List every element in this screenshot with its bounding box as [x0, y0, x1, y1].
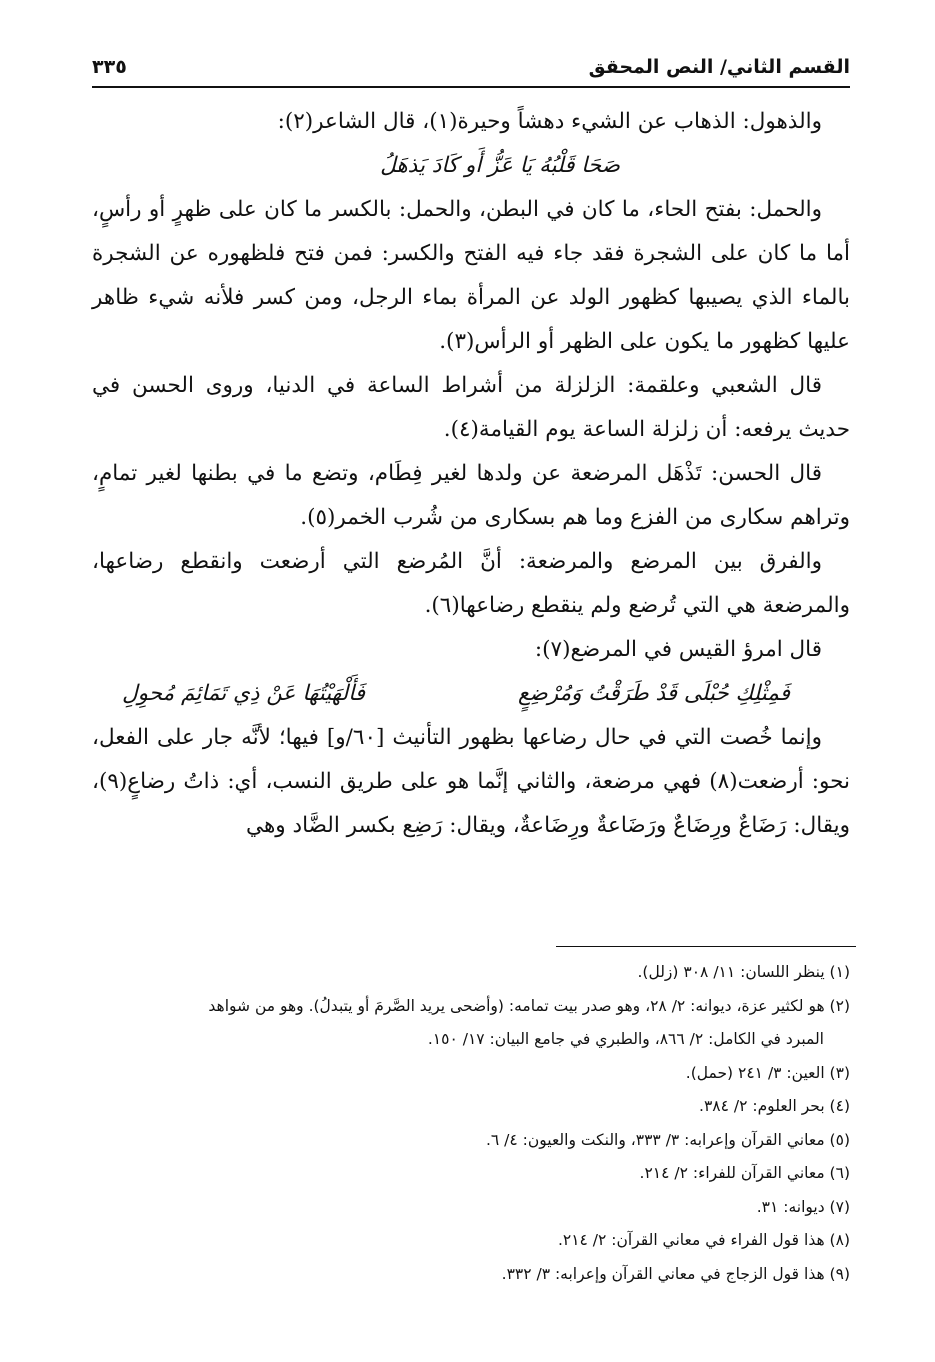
footnote-2-continued: المبرد في الكامل: ٢/ ٨٦٦، والطبري في جامع البيان: ١٧/ ١٥٠. [427, 1030, 824, 1048]
footnote-3: (٣) العين: ٣/ ٢٤١ (حمل). [685, 1063, 850, 1082]
verse-line-2 [92, 672, 850, 716]
footnotes [92, 956, 850, 1291]
page-header [92, 50, 850, 84]
footnote-4: (٤) بحر العلوم: ٢/ ٣٨٤. [699, 1097, 850, 1115]
verse-line-1: صَحَا قَلْبُهُ يَا عَزُّ أَو كَادَ يَذهَلُ [380, 153, 620, 178]
paragraph-haml: والحمل: بفتح الحاء، ما كان في البطن، والحمل: بالكسر ما كان على ظهرٍ أو رأسٍ، أما ما كان على الشجرة فقد جاء فيه الفتح والكسر: فمن فتح فلظهوره عن الشجرة بالماء الذي يصيبها كظهور الولد عن المرأة بماء الرجل، ومن كسر فلأنه شيء ظاهر عليها كظهور ما يكون على الظهر أو الرأس(٣). [92, 197, 850, 354]
footnote-9: (٩) هذا قول الزجاج في معاني القرآن وإعرابه: ٣/ ٣٣٢. [501, 1264, 850, 1283]
paragraph-dhuhul: والذهول: الذهاب عن الشيء دهشاً وحيرة(١)، قال الشاعر(٢): [277, 109, 822, 134]
paragraph-tanith: وإنما خُصت التي في حال رضاعها بظهور التأنيث [٦٠/و] فيها؛ لأنَّه جار على الفعل، نحو: أرضعت(٨) فهي مرضعة، والثاني إنَّما هو على طريق النسب، أي: ذاتُ رضاعٍ(٩)، ويقال: رَضَاعٌ ورِضَاعٌ ورَضَاعةٌ ورِضَاعةٌ، ويقال: رَضِع بكسر الضَّاد وهي [92, 725, 851, 838]
header-rule [92, 86, 850, 88]
paragraph-zalzala: قال الشعبي وعلقمة: الزلزلة من أشراط الساعة في الدنيا، وروى الحسن في حديث يرفعه: أن زلزلة الساعة يوم القيامة(٤). [92, 373, 850, 442]
paragraph-hasan: قال الحسن: تَذْهَل المرضعة عن ولدها لغير فِطَام، وتضع ما في بطنها لغير تمامٍ، وتراهم سكارى من الفزع وما هم بسكارى من شُرب الخمر(٥). [92, 461, 850, 530]
footnote-5: (٥) معاني القرآن وإعرابه: ٣/ ٣٣٣، والنكت والعيون: ٤/ ٦. [485, 1130, 850, 1149]
verse-hemistich-first: فَمِثْلِكِ حُبْلَى قَدْ طَرَقْتُ وَمُرْضِعٍ [518, 681, 790, 706]
footnote-7: (٧) ديوانه: ٣١. [756, 1197, 850, 1216]
footnote-8: (٨) هذا قول الفراء في معاني القرآن: ٢/ ٢١٤. [557, 1231, 850, 1249]
paragraph-murdi: والفرق بين المرضع والمرضعة: أنَّ المُرضع التي أرضعت وانقطع رضاعها، والمرضعة هي التي تُرضع ولم ينقطع رضاعها(٦). [92, 549, 850, 618]
footnote-2: (٢) هو لكثير عزة، ديوانه: ٢/ ٢٨، وهو صدر بيت تمامه: (وأضحى يريد الصَّرمَ أو يتبدلُ). وهو من شواهد [208, 996, 850, 1015]
footnote-1: (١) ينظر اللسان: ١١/ ٣٠٨ (زلل). [637, 963, 850, 981]
main-text [92, 100, 850, 848]
running-title: القسم الثاني/ النص المحقق [588, 56, 850, 78]
verse-hemistich-second: فَأَلْهَيْتُهَا عَنْ ذِي تَمَائِمَ مُحوِلِ [122, 681, 366, 706]
page-number: ٣٣٥ [92, 56, 127, 78]
footnote-rule [556, 946, 856, 947]
footnote-6: (٦) معاني القرآن للفراء: ٢/ ٢١٤. [639, 1164, 850, 1182]
paragraph-imru-alqais: قال امرؤ القيس في المرضع(٧): [534, 637, 822, 662]
